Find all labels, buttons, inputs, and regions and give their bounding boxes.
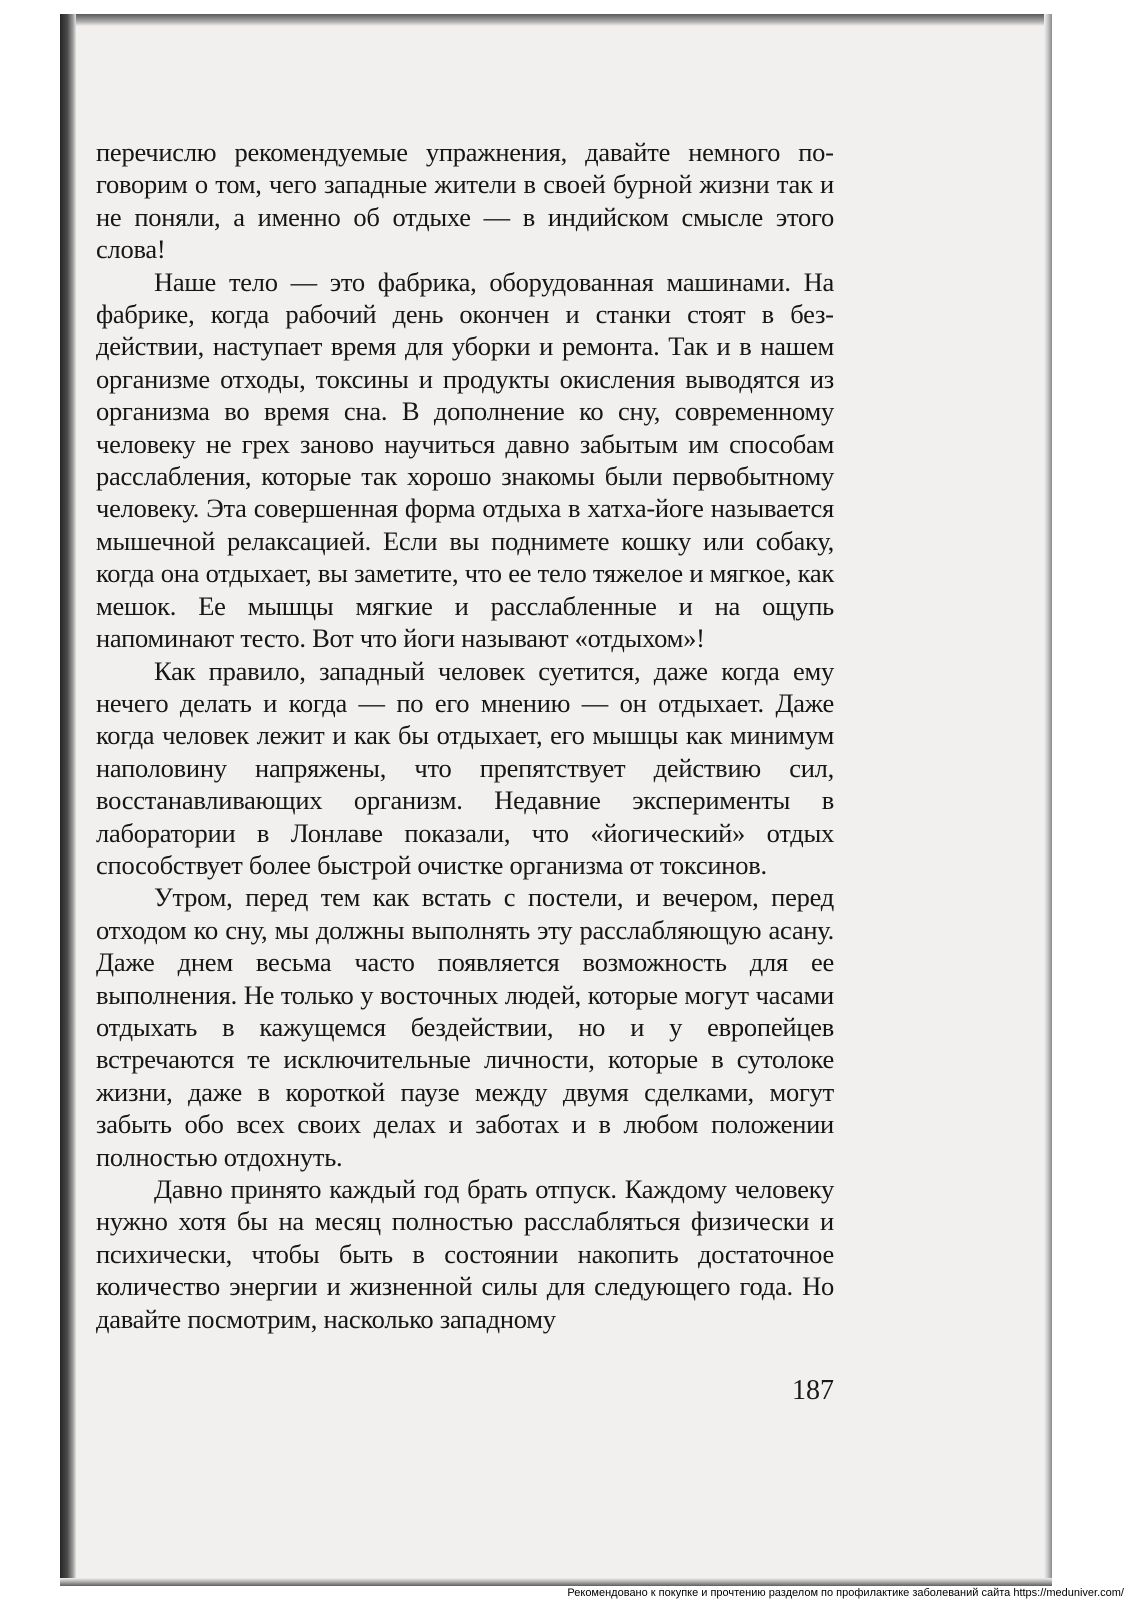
paragraph-5: Давно принято каждый год брать отпуск. Каждому человеку нужно хотя бы на месяц полностью расслабляться физически и психически, чтобы быть в состоянии накопить достаточное количество энергии и жизненной силы для следующего года. Но давайте посмотрим, насколько западному xyxy=(96,1174,834,1334)
page-body-text xyxy=(96,136,834,1335)
paragraph-3: Как правило, западный человек суетится, даже когда ему нечего делать и когда — по его мнению — он отдыхает. Даже когда человек лежит и как бы отдыхает, его мышцы как минимум наполовину напряжены, что препятствует действию сил, восстанавливающих организм. Недавние эксперименты в лаборатории в Лонлаве показали, что «йогический» отдых способствует более быстрой очистке организма от токсинов. xyxy=(96,655,834,880)
scan-top-edge-shadow xyxy=(60,14,1052,26)
paragraph-1: перечислю рекомендуемые упражнения, давайте немного поговорим о том, чего западные жители в своей бурной жизни так и не поняли, а именно об отдыхе — в индийском смысле этого слова! xyxy=(96,137,834,265)
footer-recommendation-text: Рекомендовано к покупке и прочтению разделом по профилактике заболеваний сайта xyxy=(567,1587,1014,1599)
scan-right-edge-shadow xyxy=(1044,14,1052,1586)
scan-binding-shadow xyxy=(60,14,76,1586)
footer-site-link[interactable]: https://meduniver.com/ xyxy=(1013,1587,1124,1599)
paragraph-4: Утром, перед тем как встать с постели, и вечером, перед отходом ко сну, мы должны выполнять эту расслабляющую асану. Даже днем весьма часто появляется возможность для ее выполнения. Не только у восточных людей, которые могут часами отдыхать в кажущемся бездействии, но и у европейцев встречаются те исключительные личности, которые в сутолоке жизни, даже в короткой паузе между двумя сделками, могут забыть обо всех своих делах и заботах и в любом положении полностью отдохнуть. xyxy=(96,882,834,1172)
footer-recommendation xyxy=(567,1587,1124,1600)
paragraph-2: Наше тело — это фабрика, оборудованная машинами. На фабрике, когда рабочий день окончен и станки стоят в бездействии, наступает время для уборки и ремонта. Так и в нашем организме отходы, токсины и продукты окисления выводятся из организма во время сна. В дополнение ко сну, современному человеку не грех заново научиться давно забытым им способам расслабления, которые так хорошо знакомы были первобытному человеку. Эта совершенная форма отдыха в хатха-йоге называется мышечной релаксацией. Если вы поднимете кошку или собаку, когда она отдыхает, вы заметите, что ее тело тяжелое и мягкое, как мешок. Ее мышцы мягкие и расслабленные и на ощупь напоминают тесто. Вот что йоги называют «отдыхом»! xyxy=(96,266,834,654)
page-number: 187 xyxy=(792,1375,834,1406)
scan-bottom-edge-shadow xyxy=(60,1578,1052,1586)
